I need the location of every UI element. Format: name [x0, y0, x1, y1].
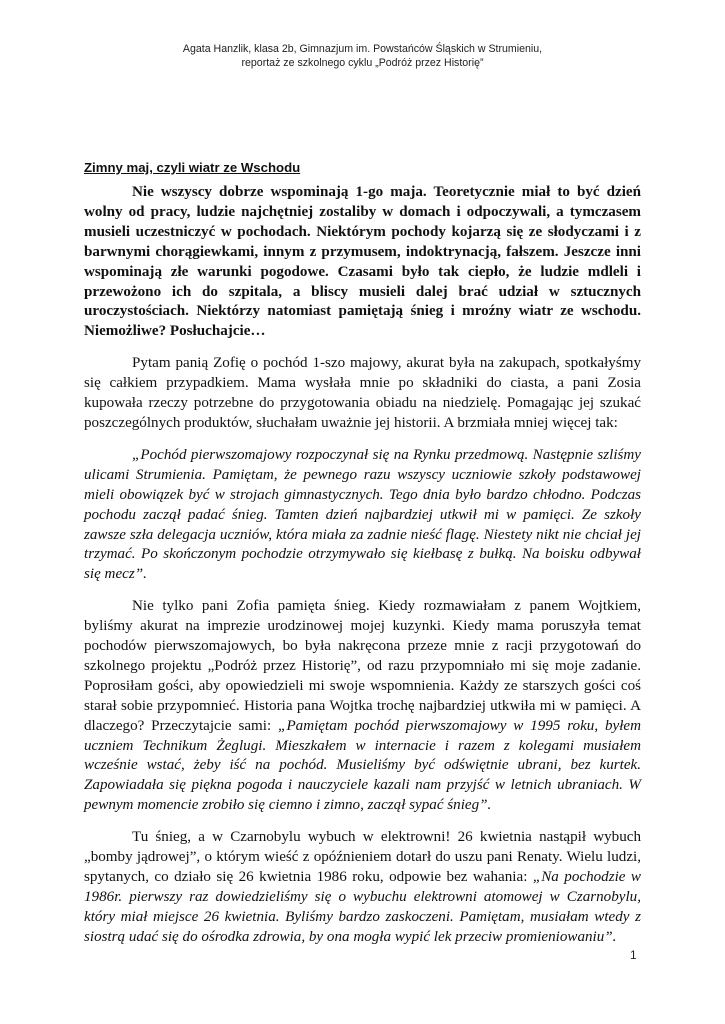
- paragraph-wojtek: [84, 597, 641, 816]
- paragraph-zofia-intro: Pytam panią Zofię o pochód 1-szo majowy, akurat była na zakupach, spotkałyśmy się całkiem przypadkiem. Mama wysłała mnie po składniki do ciasta, a pani Zosia kupowała rzeczy potrzebne do przygotowania obiadu na niedzielę. Pomagając jej szukać poszczególnych produktów, słuchałam uważnie jej historii. A brzmiała mniej więcej tak:: [84, 355, 641, 431]
- quote-renata: „Na pochodzie w 1986r. pierwszy raz dowiedzieliśmy się o wybuchu elektrowni atomowej w Czarnobylu, który miał miejsce 26 kwietnia. Byliśmy bardzo zaskoczeni. Pamiętam, musiałam wtedy z siostrą udać się do ośrodka zdrowia, by ona mogła wypić lek przeciw promieniowaniu”.: [84, 869, 641, 945]
- header-line-1: Agata Hanzlik, klasa 2b, Gimnazjum im. Powstańców Śląskich w Strumieniu,: [182, 43, 543, 55]
- paragraph-chernobyl-text: Tu śnieg, a w Czarnobylu wybuch w elektrowni! 26 kwietnia nastąpił wybuch „bomby jądrowej”, o którym wieść z opóźnieniem dotarł do uszu pani Renaty. Wielu ludzi, spytanych, co działo się 26 kwietnia 1986 roku, odpowie bez wahania:: [84, 829, 641, 885]
- page-number: 1: [630, 948, 637, 962]
- quote-wojtek: „Pamiętam pochód pierwszomajowy w 1995 roku, byłem uczniem Technikum Żeglugi. Mieszkałem w internacie i razem z kolegami musiałem wcześnie wstać, żeby iść na pochód. Musieliśmy być odświętnie ubrani, bez kurtek. Zapowiadała się piękna pogoda i nauczyciele kazali nam przyjść w letnich ubraniach. W pewnym momencie zrobiło się ciemno i zimno, zaczął sypać śnieg”.: [84, 717, 641, 814]
- article-body: [84, 183, 641, 960]
- paragraph-wojtek-text: Nie tylko pani Zofia pamięta śnieg. Kiedy rozmawiałam z panem Wojtkiem, byliśmy akurat na imprezie urodzinowej mojej kuzynki. Kiedy mama poruszyła temat pochodów pierwszomajowych, bo była nakręcona przeze mnie z racji przygotowań do szkolnego projektu „Podróż przez Historię”, od razu przypomniało mi się moje zadanie. Poprosiłam gości, aby opowiedzieli mi swoje wspomnienia. Każdy ze starszych gości coś starał sobie przypomnieć. Historia pana Wojtka trochę najbardziej utkwiła mi w pamięci. A dlaczego? Przeczytajcie sami:: [84, 598, 641, 734]
- header-line-2: reportaż ze szkolnego cyklu „Podróż przez Historię”: [241, 57, 484, 69]
- article-title: Zimny maj, czyli wiatr ze Wschodu: [84, 160, 301, 175]
- quote-zofia: „Pochód pierwszomajowy rozpoczynał się na Rynku przedmową. Następnie szliśmy ulicami Strumienia. Pamiętam, że pewnego razu wszyscy uczniowie szkoły podstawowej mieli obowiązek być w strojach gimnastycznych. Tego dnia było bardzo chłodno. Podczas pochodu zaczął padać śnieg. Tamten dzień najbardziej utkwił mi w pamięci. Ze szkoły zawsze szła delegacja uczniów, która miała za zadnie nieść flagę. Niestety nikt nie chciał jej trzymać. Po skończonym pochodzie otrzymywało się kiełbasę z bułką. Na boisku odbywał się mecz”.: [84, 446, 641, 583]
- paragraph-chernobyl: [84, 828, 641, 947]
- lead-paragraph: Nie wszyscy dobrze wspominają 1-go maja. Teoretycznie miał to być dzień wolny od pracy, ludzie najchętniej zostaliby w domach i odpoczywali, a tymczasem musieli uczestniczyć w pochodach. Niektórym pochody kojarzą się ze słodyczami i z barwnymi chorągiewkami, innym z przymusem, indoktrynacją, fałszem. Jeszcze inni wspominają złe warunki pogodowe. Czasami było tak ciepło, że ludzie mdleli i przewożono ich do szpitala, a bliscy musieli dalej brać udział w sztucznych uroczystościach. Niektórzy natomiast pamiętają śnieg i mroźny wiatr ze wschodu. Niemożliwe? Posłuchajcie…: [84, 184, 641, 340]
- page-header: [0, 42, 725, 70]
